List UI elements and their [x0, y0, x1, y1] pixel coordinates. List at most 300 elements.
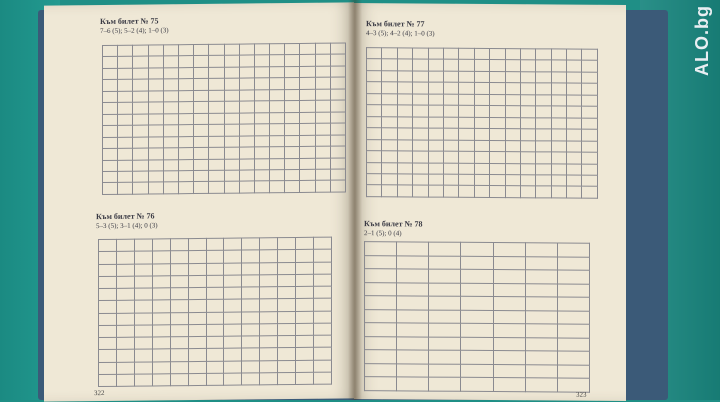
table-cell: [170, 300, 188, 312]
table-cell: [152, 251, 170, 263]
table-cell: [397, 94, 412, 106]
table-cell: [134, 312, 152, 324]
ticket-76-scores: 5–3 (5); 3–1 (4); 0 (3): [96, 221, 158, 231]
table-cell: [170, 373, 188, 385]
table-cell: [490, 163, 505, 175]
table-cell: [206, 312, 224, 324]
ticket-77-title: Към билет № 77: [366, 19, 425, 29]
table-cell: [429, 310, 461, 324]
table-cell: [206, 250, 224, 262]
table-cell: [567, 129, 582, 141]
table-cell: [254, 78, 269, 90]
table-cell: [103, 57, 118, 69]
table-cell: [567, 106, 582, 118]
table-cell: [520, 60, 535, 72]
table-cell: [493, 310, 525, 324]
table-cell: [194, 67, 209, 79]
table-cell: [459, 83, 474, 95]
table-cell: [567, 83, 582, 95]
table-cell: [382, 116, 397, 128]
table-cell: [285, 55, 300, 67]
table-cell: [314, 323, 332, 335]
table-cell: [239, 44, 254, 56]
table-cell: [300, 55, 315, 67]
ticket-78-scores: 2–1 (5); 0 (4): [364, 229, 402, 238]
table-cell: [296, 262, 314, 274]
table-cell: [443, 163, 458, 175]
table-cell: [285, 78, 300, 90]
table-cell: [551, 175, 566, 187]
table-cell: [474, 140, 489, 152]
table-cell: [397, 323, 429, 337]
table-cell: [443, 140, 458, 152]
table-cell: [99, 362, 117, 374]
table-cell: [582, 129, 598, 141]
table-cell: [397, 48, 412, 60]
table-cell: [300, 101, 315, 113]
table-cell: [178, 102, 193, 114]
table-cell: [443, 128, 458, 140]
table-cell: [178, 79, 193, 91]
table-cell: [254, 147, 269, 159]
table-cell: [206, 361, 224, 373]
table-cell: [209, 182, 224, 194]
table-cell: [206, 373, 224, 385]
table-cell: [118, 45, 133, 57]
table-cell: [134, 239, 152, 251]
table-cell: [270, 147, 285, 159]
table-row: [367, 185, 598, 198]
table-cell: [459, 117, 474, 129]
table-cell: [134, 288, 152, 300]
table-cell: [461, 337, 493, 351]
table-cell: [134, 263, 152, 275]
table-cell: [242, 360, 260, 372]
table-cell: [551, 141, 566, 153]
table-cell: [413, 94, 428, 106]
ticket-77-table: [366, 47, 598, 199]
table-cell: [296, 335, 314, 347]
table-cell: [413, 140, 428, 152]
table-cell: [582, 84, 598, 96]
table-cell: [103, 80, 118, 92]
table-cell: [330, 66, 345, 78]
table-cell: [239, 101, 254, 113]
table-cell: [429, 269, 461, 283]
table-cell: [490, 152, 505, 164]
ticket-75-title: Към билет № 75: [100, 16, 159, 27]
table-cell: [224, 373, 242, 385]
table-cell: [474, 60, 489, 72]
table-cell: [382, 128, 397, 140]
table-cell: [163, 56, 178, 68]
table-cell: [224, 67, 239, 79]
table-cell: [152, 288, 170, 300]
table-cell: [525, 243, 557, 257]
table-cell: [133, 79, 148, 91]
table-cell: [474, 174, 489, 186]
table-cell: [194, 102, 209, 114]
table-cell: [367, 128, 382, 140]
table-cell: [567, 95, 582, 107]
ticket-78-heading: [364, 219, 423, 237]
table-cell: [315, 55, 330, 67]
table-cell: [163, 136, 178, 148]
table-cell: [493, 364, 525, 378]
table-cell: [300, 146, 315, 158]
table-cell: [474, 186, 489, 198]
table-cell: [525, 378, 557, 392]
right-page: [354, 3, 626, 401]
table-cell: [474, 106, 489, 118]
table-cell: [330, 169, 345, 181]
table-cell: [315, 112, 330, 124]
table-cell: [188, 324, 206, 336]
table-cell: [382, 48, 397, 60]
table-cell: [582, 95, 598, 107]
table-cell: [239, 181, 254, 193]
table-cell: [330, 43, 345, 55]
table-cell: [209, 79, 224, 91]
table-cell: [365, 377, 397, 391]
table-cell: [285, 135, 300, 147]
table-cell: [254, 124, 269, 136]
table-cell: [133, 137, 148, 149]
table-cell: [397, 364, 429, 378]
page-number-right: 323: [576, 390, 587, 399]
table-cell: [242, 287, 260, 299]
table-cell: [178, 136, 193, 148]
table-cell: [557, 297, 589, 311]
table-cell: [314, 335, 332, 347]
table-cell: [367, 151, 382, 163]
table-cell: [285, 112, 300, 124]
table-cell: [490, 106, 505, 118]
table-cell: [551, 129, 566, 141]
table-cell: [118, 125, 133, 137]
table-cell: [582, 187, 598, 199]
table-cell: [315, 89, 330, 101]
table-cell: [296, 323, 314, 335]
table-cell: [474, 163, 489, 175]
table-cell: [242, 336, 260, 348]
table-cell: [296, 372, 314, 384]
table-cell: [254, 112, 269, 124]
table-cell: [206, 299, 224, 311]
table-cell: [429, 323, 461, 337]
table-cell: [493, 324, 525, 338]
table-cell: [330, 157, 345, 169]
table-cell: [103, 160, 118, 172]
table-cell: [116, 337, 134, 349]
table-cell: [116, 264, 134, 276]
table-cell: [178, 182, 193, 194]
table-cell: [429, 377, 461, 391]
table-cell: [148, 148, 163, 160]
table-cell: [163, 113, 178, 125]
table-cell: [133, 148, 148, 160]
table-cell: [520, 49, 535, 61]
table-cell: [133, 68, 148, 80]
table-cell: [170, 263, 188, 275]
table-cell: [459, 71, 474, 83]
table-cell: [148, 79, 163, 91]
table-cell: [314, 372, 332, 384]
table-cell: [428, 82, 443, 94]
table-cell: [170, 324, 188, 336]
table-cell: [365, 282, 397, 296]
table-cell: [330, 180, 345, 192]
table-cell: [505, 94, 520, 106]
table-cell: [178, 45, 193, 57]
table-cell: [170, 361, 188, 373]
table-cell: [148, 102, 163, 114]
table-cell: [474, 71, 489, 83]
table-cell: [239, 113, 254, 125]
table-cell: [194, 113, 209, 125]
table-cell: [116, 374, 134, 386]
table-cell: [260, 262, 278, 274]
table-cell: [493, 297, 525, 311]
table-cell: [474, 83, 489, 95]
table-cell: [118, 148, 133, 160]
table-cell: [461, 323, 493, 337]
table-cell: [536, 186, 551, 198]
table-cell: [443, 174, 458, 186]
table-cell: [163, 68, 178, 80]
table-cell: [443, 186, 458, 198]
table-cell: [224, 124, 239, 136]
table-cell: [582, 152, 598, 164]
table-cell: [209, 90, 224, 102]
table-cell: [520, 95, 535, 107]
table-cell: [461, 378, 493, 392]
table-cell: [300, 66, 315, 78]
table-cell: [188, 263, 206, 275]
table-cell: [242, 275, 260, 287]
table-cell: [582, 175, 598, 187]
table-cell: [505, 129, 520, 141]
table-cell: [413, 82, 428, 94]
table-cell: [242, 299, 260, 311]
table-cell: [152, 263, 170, 275]
table-cell: [413, 117, 428, 129]
table-cell: [505, 175, 520, 187]
table-cell: [133, 171, 148, 183]
table-cell: [428, 151, 443, 163]
table-cell: [134, 361, 152, 373]
table-cell: [260, 360, 278, 372]
table-cell: [239, 55, 254, 67]
table-cell: [490, 186, 505, 198]
table-cell: [314, 347, 332, 359]
table-cell: [443, 105, 458, 117]
table-cell: [194, 90, 209, 102]
table-cell: [505, 117, 520, 129]
table-cell: [152, 349, 170, 361]
table-cell: [148, 159, 163, 171]
table-cell: [413, 162, 428, 174]
table-cell: [428, 186, 443, 198]
table-cell: [134, 325, 152, 337]
table-row: [103, 180, 346, 194]
table-cell: [270, 44, 285, 56]
table-cell: [429, 242, 461, 256]
table-cell: [505, 49, 520, 61]
table-cell: [551, 72, 566, 84]
table-cell: [443, 48, 458, 60]
table-cell: [367, 116, 382, 128]
table-cell: [315, 181, 330, 193]
table-cell: [163, 171, 178, 183]
table-cell: [367, 185, 382, 197]
table-cell: [194, 170, 209, 182]
table-cell: [285, 89, 300, 101]
table-cell: [224, 275, 242, 287]
ticket-76-title: Към билет № 76: [96, 211, 155, 222]
table-cell: [270, 67, 285, 79]
table-cell: [254, 55, 269, 67]
table-cell: [209, 159, 224, 171]
table-cell: [551, 83, 566, 95]
table-cell: [490, 117, 505, 129]
table-cell: [224, 263, 242, 275]
table-cell: [296, 311, 314, 323]
table-cell: [567, 152, 582, 164]
table-cell: [116, 349, 134, 361]
table-cell: [557, 243, 589, 257]
table-cell: [188, 361, 206, 373]
table-cell: [134, 300, 152, 312]
table-cell: [525, 256, 557, 270]
table-cell: [461, 364, 493, 378]
table-cell: [461, 310, 493, 324]
table-cell: [428, 174, 443, 186]
table-cell: [260, 238, 278, 250]
table-cell: [239, 158, 254, 170]
table-cell: [567, 164, 582, 176]
table-cell: [278, 360, 296, 372]
table-cell: [382, 162, 397, 174]
table-cell: [413, 174, 428, 186]
table-cell: [285, 169, 300, 181]
table-cell: [133, 114, 148, 126]
table-cell: [99, 252, 117, 264]
table-cell: [367, 162, 382, 174]
table-cell: [413, 151, 428, 163]
table-cell: [459, 151, 474, 163]
table-cell: [459, 128, 474, 140]
table-cell: [99, 374, 117, 386]
table-cell: [118, 68, 133, 80]
table-cell: [459, 60, 474, 72]
table-cell: [99, 239, 117, 251]
table-cell: [188, 251, 206, 263]
table-cell: [224, 56, 239, 68]
table-cell: [206, 275, 224, 287]
table-cell: [178, 159, 193, 171]
table-cell: [330, 135, 345, 147]
table-cell: [314, 311, 332, 323]
table-cell: [134, 374, 152, 386]
table-cell: [443, 71, 458, 83]
table-cell: [536, 49, 551, 61]
table-cell: [315, 169, 330, 181]
table-cell: [536, 95, 551, 107]
table-cell: [148, 114, 163, 126]
page-number-left: 322: [94, 388, 105, 398]
table-cell: [242, 250, 260, 262]
table-cell: [428, 163, 443, 175]
table-cell: [148, 56, 163, 68]
ticket-76-table: [98, 237, 332, 387]
table-cell: [551, 186, 566, 198]
table-cell: [99, 301, 117, 313]
table-cell: [206, 348, 224, 360]
table-cell: [551, 163, 566, 175]
table-cell: [397, 337, 429, 351]
table-cell: [367, 48, 382, 60]
table-cell: [103, 68, 118, 80]
table-cell: [134, 251, 152, 263]
table-cell: [239, 90, 254, 102]
table-cell: [520, 152, 535, 164]
table-cell: [397, 128, 412, 140]
table-cell: [493, 256, 525, 270]
table-cell: [118, 171, 133, 183]
table-cell: [461, 242, 493, 256]
table-cell: [525, 310, 557, 324]
table-cell: [103, 114, 118, 126]
table-cell: [330, 54, 345, 66]
table-cell: [443, 117, 458, 129]
table-cell: [505, 83, 520, 95]
table-cell: [474, 151, 489, 163]
table-cell: [493, 283, 525, 297]
table-cell: [285, 66, 300, 78]
table-cell: [429, 283, 461, 297]
table-cell: [429, 364, 461, 378]
table-cell: [163, 79, 178, 91]
table-cell: [428, 60, 443, 72]
table-cell: [520, 106, 535, 118]
table-cell: [224, 90, 239, 102]
table-cell: [194, 182, 209, 194]
table-cell: [148, 182, 163, 194]
table-cell: [116, 362, 134, 374]
table-cell: [397, 242, 429, 256]
table-cell: [567, 141, 582, 153]
table-cell: [242, 324, 260, 336]
alo-watermark: ALO.bg: [692, 5, 712, 76]
table-cell: [314, 298, 332, 310]
table-cell: [365, 323, 397, 337]
ticket-75-table: [102, 42, 346, 195]
table-cell: [365, 255, 397, 269]
table-cell: [493, 337, 525, 351]
table-cell: [103, 148, 118, 160]
table-cell: [413, 128, 428, 140]
table-cell: [493, 270, 525, 284]
table-cell: [103, 183, 118, 195]
table-cell: [382, 151, 397, 163]
table-cell: [474, 129, 489, 141]
table-cell: [103, 91, 118, 103]
table-cell: [413, 185, 428, 197]
table-cell: [582, 72, 598, 84]
table-cell: [224, 324, 242, 336]
table-cell: [206, 238, 224, 250]
